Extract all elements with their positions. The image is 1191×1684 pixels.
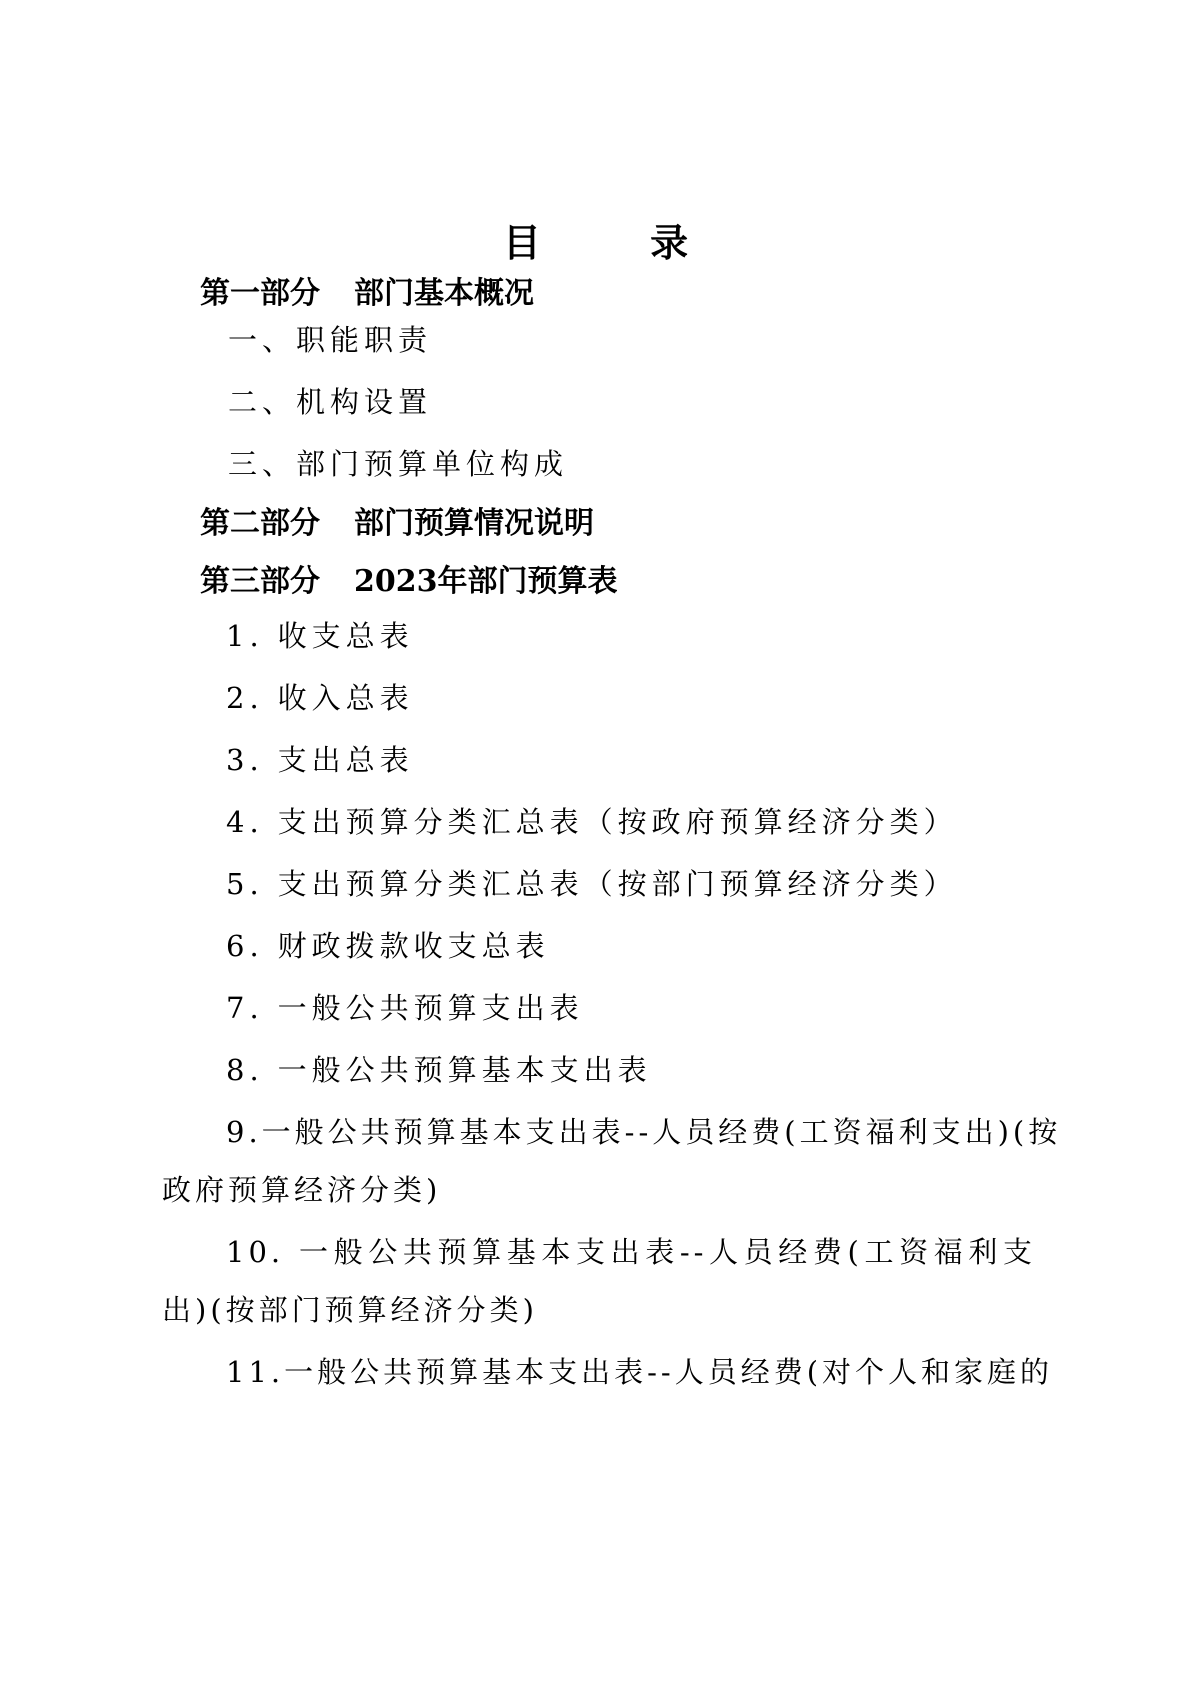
- toc-item-text: 支出总表: [277, 743, 414, 777]
- toc-item-10[interactable]: 10. 一般公共预算基本支出表--人员经费(工资福利支: [226, 1235, 1036, 1269]
- toc-item-duties[interactable]: 一、职能职责: [228, 323, 433, 357]
- toc-item-organization[interactable]: 二、机构设置: [228, 385, 433, 419]
- toc-item-number: 1.: [226, 619, 264, 653]
- toc-item-9-continued[interactable]: 政府预算经济分类): [162, 1173, 442, 1207]
- toc-item-6[interactable]: [226, 924, 550, 965]
- toc-item-4[interactable]: [226, 800, 958, 841]
- toc-item-2[interactable]: [226, 676, 414, 717]
- part-3-name: 2023年部门预算表: [354, 564, 618, 599]
- page-title: 目 录: [502, 220, 737, 265]
- toc-item-3[interactable]: [226, 738, 414, 779]
- toc-item-10-continued[interactable]: 出)(按部门预算经济分类): [162, 1293, 538, 1327]
- part-3-label: 第三部分: [200, 564, 320, 599]
- toc-item-8[interactable]: [226, 1048, 652, 1089]
- toc-item-text: 收入总表: [277, 681, 414, 715]
- toc-item-9[interactable]: 9.一般公共预算基本支出表--人员经费(工资福利支出)(按: [226, 1115, 1062, 1149]
- toc-item-1[interactable]: [226, 614, 414, 655]
- part-1-name: 部门基本概况: [354, 276, 534, 311]
- toc-item-number: 4.: [226, 805, 264, 839]
- toc-item-number: 8.: [226, 1053, 264, 1087]
- toc-item-number: 3.: [226, 743, 264, 777]
- toc-item-11[interactable]: 11.一般公共预算基本支出表--人员经费(对个人和家庭的: [226, 1355, 1054, 1389]
- toc-item-text: 收支总表: [277, 619, 414, 653]
- part-1-heading[interactable]: [200, 268, 534, 312]
- toc-item-5[interactable]: [226, 862, 958, 903]
- part-1-label: 第一部分: [200, 276, 320, 311]
- part-2-heading[interactable]: [200, 498, 594, 542]
- part-3-heading[interactable]: [200, 556, 618, 600]
- toc-item-number: 6.: [226, 929, 264, 963]
- part-2-label: 第二部分: [200, 506, 320, 541]
- toc-item-number: 2.: [226, 681, 264, 715]
- toc-item-number: 5.: [226, 867, 264, 901]
- toc-item-budget-units[interactable]: 三、部门预算单位构成: [228, 447, 569, 481]
- toc-item-text: 支出预算分类汇总表（按政府预算经济分类）: [277, 805, 958, 839]
- toc-item-text: 一般公共预算基本支出表: [277, 1053, 652, 1087]
- part-2-name: 部门预算情况说明: [354, 506, 594, 541]
- toc-item-text: 财政拨款收支总表: [277, 929, 550, 963]
- toc-item-number: 7.: [226, 991, 264, 1025]
- toc-item-7[interactable]: [226, 986, 584, 1027]
- toc-item-text: 一般公共预算支出表: [277, 991, 584, 1025]
- toc-item-text: 支出预算分类汇总表（按部门预算经济分类）: [277, 867, 958, 901]
